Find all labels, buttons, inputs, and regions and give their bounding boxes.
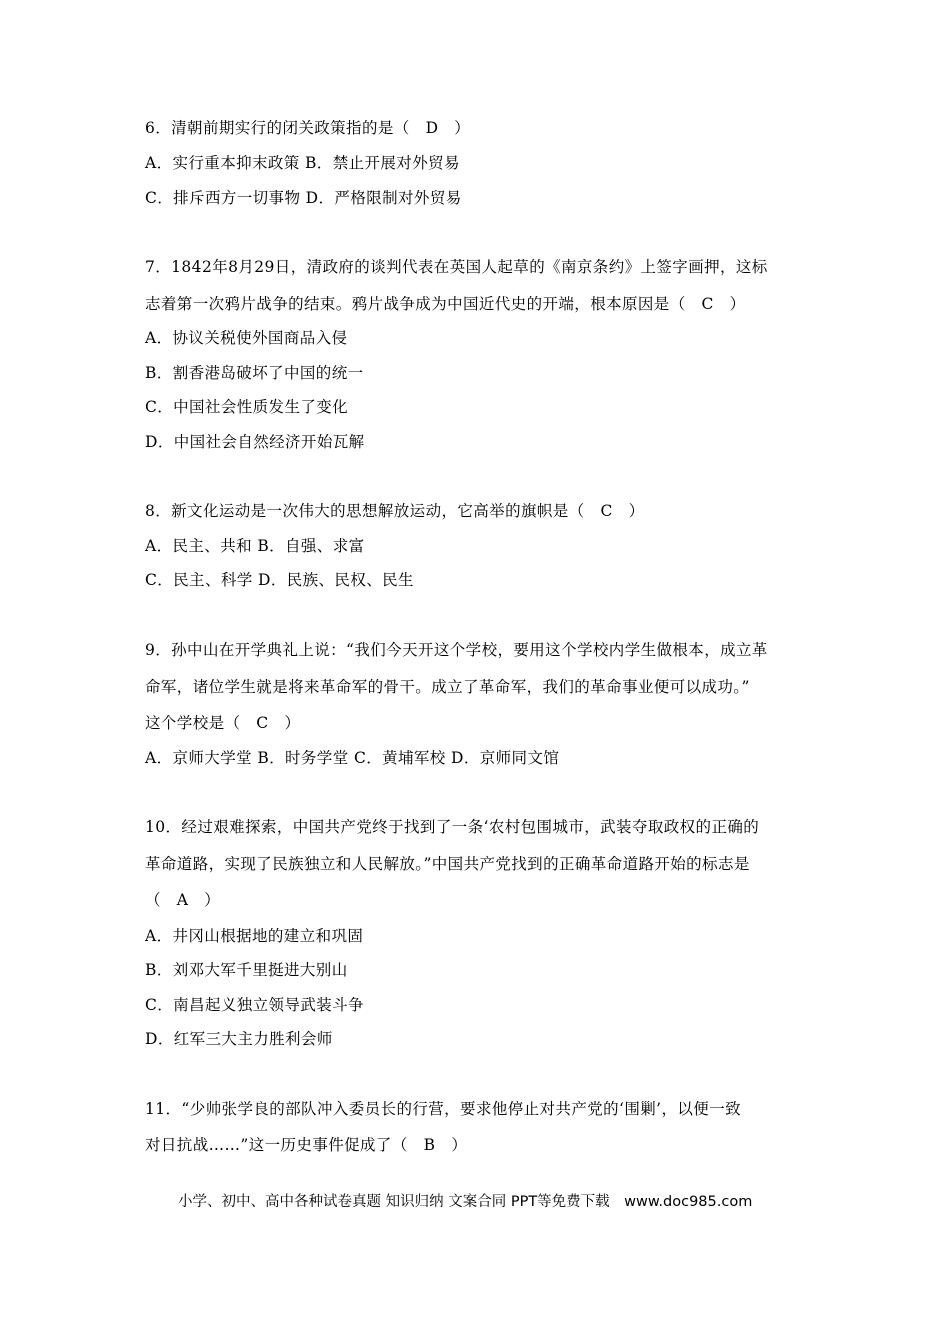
question-8-options-2: C．民主、科学 D．民族、民权、民生 <box>145 571 414 589</box>
question-7-stem-2: 志着第一次鸦片战争的结束。鸦片战争成为中国近代史的开端，根本原因是（ C ） <box>145 295 746 313</box>
question-7-option-c: C．中国社会性质发生了变化 <box>145 398 349 416</box>
question-9-stem-3: 这个学校是（ C ） <box>145 714 301 732</box>
question-10-stem-1: 10．经过艰难探索，中国共产党终于找到了一条‘农村包围城市，武装夺取政权的正确的 <box>145 818 760 836</box>
question-7-stem-1: 7．1842年8月29日，清政府的谈判代表在英国人起草的《南京条约》上签字画押，这标 <box>145 258 768 276</box>
question-9-options: A．京师大学堂 B．时务学堂 C．黄埔军校 D．京师同文馆 <box>145 749 560 767</box>
question-9-stem-2: 命军，诸位学生就是将来革命军的骨干。成立了革命军，我们的革命事业便可以成功。” <box>145 678 750 696</box>
question-7-option-b: B．割香港岛破坏了中国的统一 <box>145 364 364 382</box>
question-8-options-1: A．民主、共和 B．自强、求富 <box>145 537 365 555</box>
question-10-option-a: A．井冈山根据地的建立和巩固 <box>145 927 364 945</box>
question-10-option-c: C．南昌起义独立领导武装斗争 <box>145 996 364 1014</box>
question-10-stem-2: 革命道路，实现了民族独立和人民解放。”中国共产党找到的正确革命道路开始的标志是 <box>145 855 750 873</box>
question-10-stem-3: （ A ） <box>145 891 221 909</box>
question-10-option-d: D．红军三大主力胜利会师 <box>145 1030 333 1048</box>
question-6-options-2: C．排斥西方一切事物 D．严格限制对外贸易 <box>145 189 462 207</box>
question-10-option-b: B．刘邓大军千里挺进大别山 <box>145 961 348 979</box>
question-7-option-a: A．协议关税使外国商品入侵 <box>145 329 348 347</box>
question-9-stem-1: 9．孙中山在开学典礼上说：“我们今天开这个学校，要用这个学校内学生做根本，成立革 <box>145 641 768 659</box>
question-8-stem: 8．新文化运动是一次伟大的思想解放运动，它高举的旗帜是（ C ） <box>145 502 645 520</box>
question-7-option-d: D．中国社会自然经济开始瓦解 <box>145 433 365 451</box>
question-6-options-1: A．实行重本抑末政策 B．禁止开展对外贸易 <box>145 154 460 172</box>
question-11-stem-1: 11．“少帅张学良的部队冲入委员长的行营，要求他停止对共产党的‘围剿’，以便一致 <box>145 1100 742 1118</box>
page-footer: 小学、初中、高中各种试卷真题 知识归纳 文案合同 PPT等免费下载 www.doc985.com <box>178 1194 753 1210</box>
question-11-stem-2: 对日抗战……”这一历史事件促成了（ B ） <box>145 1136 468 1154</box>
question-6-stem: 6．清朝前期实行的闭关政策指的是（ D ） <box>145 119 471 137</box>
